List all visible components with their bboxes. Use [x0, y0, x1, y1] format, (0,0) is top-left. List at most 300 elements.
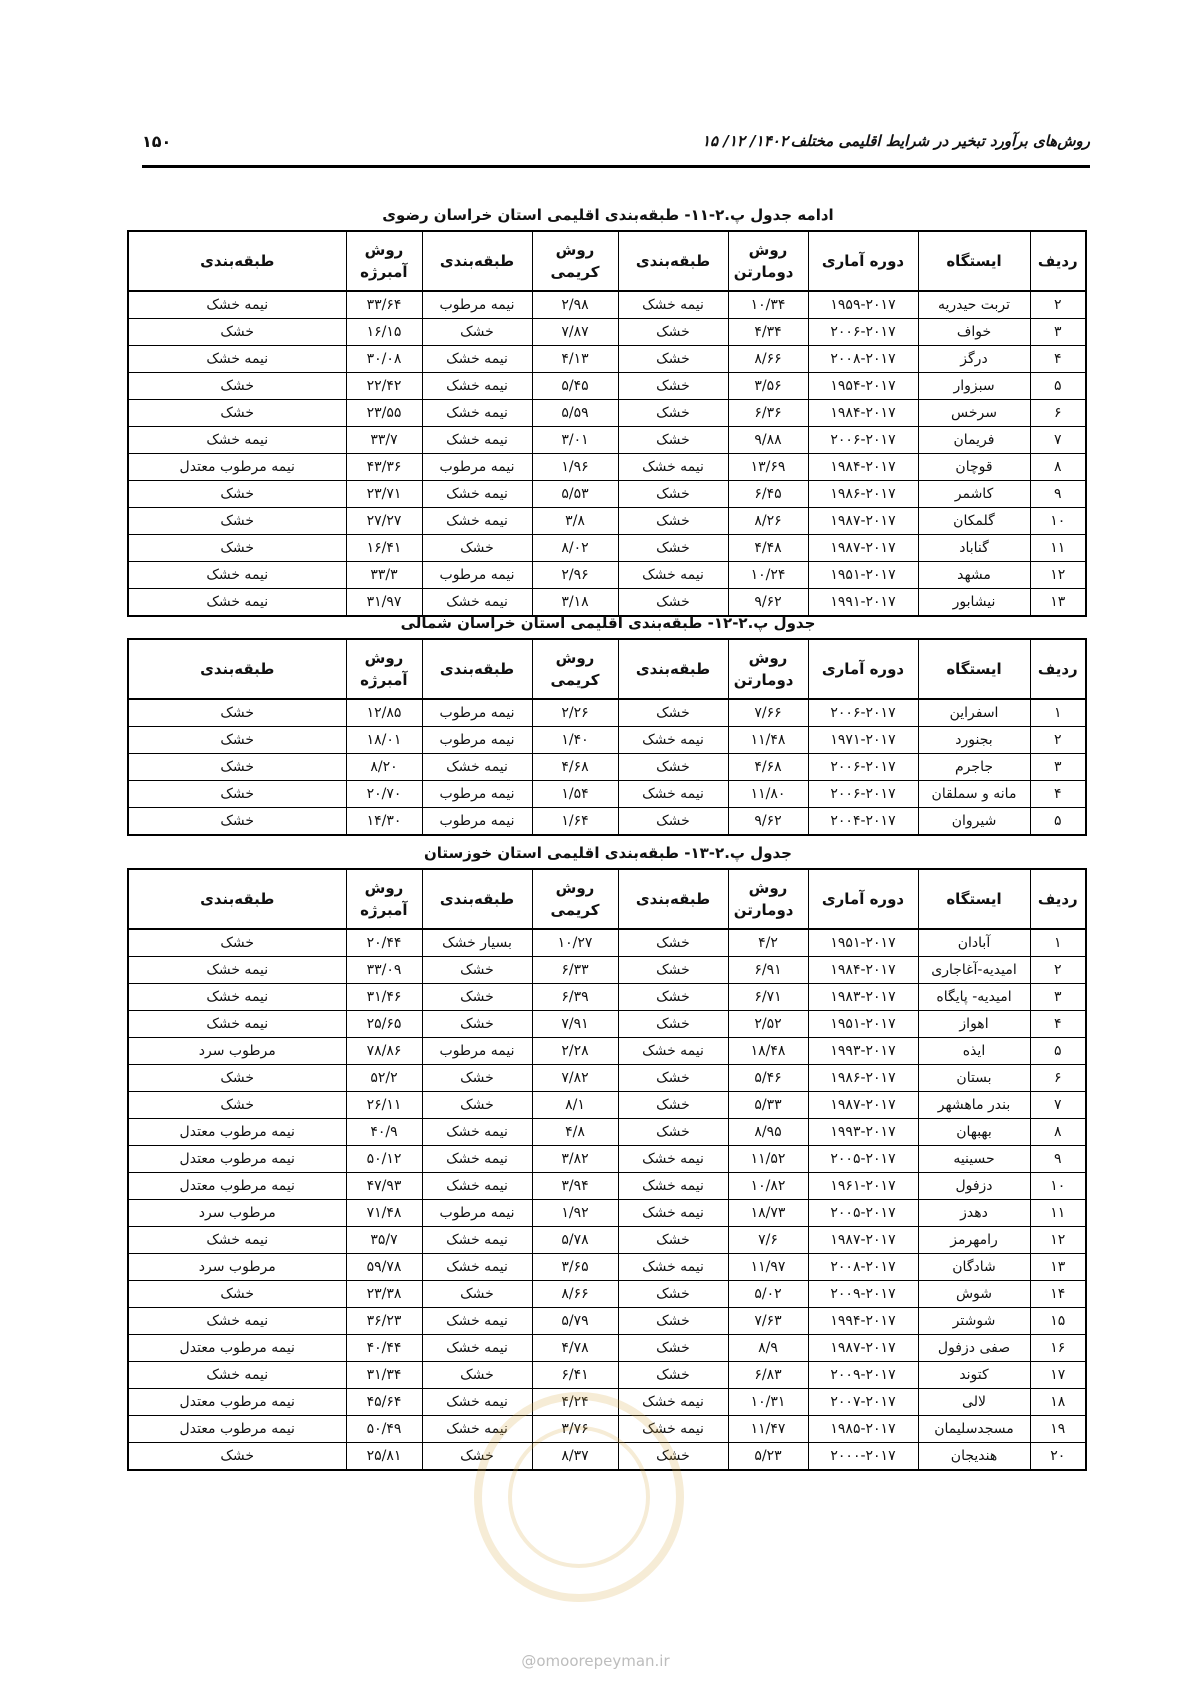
table-cell: نیمه مرطوب [422, 1038, 532, 1065]
table-cell: خشک [422, 1065, 532, 1092]
header-rule [142, 165, 1090, 168]
table-cell: سرخس [918, 400, 1030, 427]
table-cell: ۶/۳۹ [532, 984, 618, 1011]
table-row [128, 808, 1086, 836]
table-cell: نیمه خشک [422, 1416, 532, 1443]
table-cell: ۱۰/۲۷ [532, 929, 618, 957]
table-cell: نیمه خشک [422, 754, 532, 781]
table-cell: نیمه خشک [618, 454, 728, 481]
table-cell: ۱۲/۸۵ [346, 699, 422, 727]
table-cell: خشک [618, 535, 728, 562]
table-cell: نیمه خشک [128, 984, 346, 1011]
table-cell: نیمه خشک [422, 481, 532, 508]
table-cell: ۵/۰۲ [728, 1281, 808, 1308]
table-cell: نیمه مرطوب معتدل [128, 1146, 346, 1173]
table-cell: ۲۰۰۰-۲۰۱۷ [808, 1443, 918, 1471]
column-header: دوره آماری [808, 869, 918, 929]
table-cell: ۲۵/۶۵ [346, 1011, 422, 1038]
table-cell: نیمه خشک [422, 427, 532, 454]
table-cell: ۳/۵۶ [728, 373, 808, 400]
table-cell: نیمه خشک [618, 291, 728, 319]
table-cell: ۳/۷۶ [532, 1416, 618, 1443]
table-cell: ۵/۲۳ [728, 1443, 808, 1471]
table-row [128, 1038, 1086, 1065]
table-cell: ۶ [1030, 1065, 1086, 1092]
table-header-row [128, 639, 1086, 699]
table-cell: ۲۰۰۶-۲۰۱۷ [808, 699, 918, 727]
table-row [128, 1362, 1086, 1389]
table-cell: ۷۱/۴۸ [346, 1200, 422, 1227]
table-cell: ۳ [1030, 984, 1086, 1011]
column-header: دوره آماری [808, 231, 918, 291]
table-cell: خشک [618, 346, 728, 373]
table-cell: ۳ [1030, 319, 1086, 346]
table-cell: ۸/۰۲ [532, 535, 618, 562]
table-cell: ۵/۵۹ [532, 400, 618, 427]
table-cell: ۸/۲۰ [346, 754, 422, 781]
table-cell: ۱۱/۴۸ [728, 727, 808, 754]
table-cell: ۴/۲ [728, 929, 808, 957]
table-row [128, 535, 1086, 562]
table-cell: خشک [422, 1281, 532, 1308]
column-header: روش آمبرژه [346, 869, 422, 929]
table-cell: نیمه مرطوب [422, 454, 532, 481]
column-header: ایستگاه [918, 231, 1030, 291]
page-header [142, 128, 1090, 164]
table-cell: ۱۸ [1030, 1389, 1086, 1416]
table-cell: ۵ [1030, 1038, 1086, 1065]
table-cell: ۴ [1030, 781, 1086, 808]
table-row [128, 481, 1086, 508]
table-cell: ۶/۴۱ [532, 1362, 618, 1389]
table-cell: نیمه خشک [422, 1335, 532, 1362]
table-cell: ۷ [1030, 1092, 1086, 1119]
table-cell: ۵ [1030, 808, 1086, 836]
table-cell: مرطوب سرد [128, 1200, 346, 1227]
table-cell: ۱۹۸۶-۲۰۱۷ [808, 1065, 918, 1092]
table-cell: ۱۱ [1030, 535, 1086, 562]
column-header: طبقه‌بندی [618, 869, 728, 929]
table-cell: ۱۳/۶۹ [728, 454, 808, 481]
table-cell: ۶/۳۶ [728, 400, 808, 427]
table-cell: ۳۳/۳ [346, 562, 422, 589]
table-cell: اهواز [918, 1011, 1030, 1038]
table-cell: ۱۹۵۱-۲۰۱۷ [808, 562, 918, 589]
table-cell: ۲۲/۴۲ [346, 373, 422, 400]
table-cell: بجنورد [918, 727, 1030, 754]
table-cell: ۱۹۸۴-۲۰۱۷ [808, 957, 918, 984]
table-cell: ۷/۶۳ [728, 1308, 808, 1335]
column-header: طبقه‌بندی [422, 639, 532, 699]
table-cell: ۲۰/۷۰ [346, 781, 422, 808]
table-cell: نیمه خشک [422, 1146, 532, 1173]
table-row [128, 1119, 1086, 1146]
table-cell: فریمان [918, 427, 1030, 454]
table-cell: خشک [618, 754, 728, 781]
table-cell: خشک [128, 373, 346, 400]
table-cell: خشک [422, 1443, 532, 1471]
table-cell: ۳/۰۱ [532, 427, 618, 454]
table-cell: ۸/۹۵ [728, 1119, 808, 1146]
table-cell: شیروان [918, 808, 1030, 836]
table-cell: گناباد [918, 535, 1030, 562]
table-cell: بندر ماهشهر [918, 1092, 1030, 1119]
table-cell: خشک [618, 699, 728, 727]
table-cell: نیمه مرطوب معتدل [128, 1119, 346, 1146]
table-row [128, 929, 1086, 957]
column-header: طبقه‌بندی [128, 869, 346, 929]
table-cell: صفی دزفول [918, 1335, 1030, 1362]
table-cell: ۸/۱ [532, 1092, 618, 1119]
table-cell: ۲/۹۸ [532, 291, 618, 319]
table-row [128, 454, 1086, 481]
table-cell: نیمه مرطوب معتدل [128, 1416, 346, 1443]
table-cell: ۹ [1030, 481, 1086, 508]
column-header: روش کریمی [532, 639, 618, 699]
table-row [128, 1416, 1086, 1443]
table-cell: نیمه خشک [618, 1146, 728, 1173]
table-cell: ایذه [918, 1038, 1030, 1065]
table-cell: نیمه خشک [422, 508, 532, 535]
table-row [128, 727, 1086, 754]
table-cell: ۳ [1030, 754, 1086, 781]
table-cell: ۱۹۸۳-۲۰۱۷ [808, 984, 918, 1011]
table-cell: ۲۶/۱۱ [346, 1092, 422, 1119]
table-cell: ۴۵/۶۴ [346, 1389, 422, 1416]
table-row [128, 427, 1086, 454]
table-row [128, 1065, 1086, 1092]
table-cell: ۳۱/۹۷ [346, 589, 422, 617]
table-cell: ۲۰۰۴-۲۰۱۷ [808, 808, 918, 836]
table-cell: ۵/۷۸ [532, 1227, 618, 1254]
table-cell: ۴/۲۴ [532, 1389, 618, 1416]
table-cell: ۱/۴۰ [532, 727, 618, 754]
table-header-row [128, 231, 1086, 291]
table-cell: ۱۱/۸۰ [728, 781, 808, 808]
table-cell: ۱۹۸۷-۲۰۱۷ [808, 1092, 918, 1119]
climate-table [127, 230, 1087, 617]
table-cell: ۱۱ [1030, 1200, 1086, 1227]
table-cell: ۲۰/۴۴ [346, 929, 422, 957]
table-cell: ۱۴ [1030, 1281, 1086, 1308]
table-cell: نیمه مرطوب [422, 727, 532, 754]
table-cell: خشک [618, 400, 728, 427]
table-cell: ۲۳/۷۱ [346, 481, 422, 508]
table-cell: ۲/۵۲ [728, 1011, 808, 1038]
table-row [128, 346, 1086, 373]
table-cell: خشک [618, 1065, 728, 1092]
table-cell: ۱۹۸۷-۲۰۱۷ [808, 508, 918, 535]
table-cell: نیمه خشک [618, 1173, 728, 1200]
table-cell: نیمه خشک [618, 781, 728, 808]
table-cell: ۲/۲۶ [532, 699, 618, 727]
table-cell: ۷/۹۱ [532, 1011, 618, 1038]
table-cell: ۴۰/۹ [346, 1119, 422, 1146]
table-cell: ۶/۹۱ [728, 957, 808, 984]
table-cell: خشک [128, 1281, 346, 1308]
column-header: روش کریمی [532, 231, 618, 291]
table-cell: خشک [422, 957, 532, 984]
table-cell: ۱۸/۷۳ [728, 1200, 808, 1227]
table-row [128, 319, 1086, 346]
table-cell: ۱۸/۰۱ [346, 727, 422, 754]
table-cell: ۸ [1030, 1119, 1086, 1146]
table-cell: ۵/۴۵ [532, 373, 618, 400]
table-cell: خشک [128, 319, 346, 346]
table-cell: خشک [618, 1092, 728, 1119]
table-cell: ۲۰۰۸-۲۰۱۷ [808, 346, 918, 373]
table-row [128, 1281, 1086, 1308]
table-cell: ۱/۶۴ [532, 808, 618, 836]
table-row [128, 957, 1086, 984]
table-cell: نیمه خشک [618, 562, 728, 589]
table-cell: ۷۸/۸۶ [346, 1038, 422, 1065]
table-cell: ۷/۸۲ [532, 1065, 618, 1092]
table-cell: ۹/۶۲ [728, 589, 808, 617]
table-cell: خشک [618, 1308, 728, 1335]
table-cell: ۱۹ [1030, 1416, 1086, 1443]
column-header: طبقه‌بندی [128, 231, 346, 291]
table-cell: اسفراین [918, 699, 1030, 727]
table-cell: رامهرمز [918, 1227, 1030, 1254]
table-cell: ۲۰۰۹-۲۰۱۷ [808, 1281, 918, 1308]
table-cell: بهبهان [918, 1119, 1030, 1146]
table-cell: ۸/۳۷ [532, 1443, 618, 1471]
table-cell: مسجدسلیمان [918, 1416, 1030, 1443]
table-cell: ۸/۹ [728, 1335, 808, 1362]
table-cell: ۳۶/۲۳ [346, 1308, 422, 1335]
table-cell: نیمه مرطوب [422, 781, 532, 808]
table-cell: ۲۰۰۶-۲۰۱۷ [808, 754, 918, 781]
table-cell: ۴/۳۴ [728, 319, 808, 346]
table-section-north-khorasan [129, 612, 1087, 836]
table-cell: نیمه خشک [422, 1119, 532, 1146]
column-header: روش دومارتن [728, 639, 808, 699]
table-cell: نیمه خشک [422, 346, 532, 373]
table-cell: خشک [618, 1227, 728, 1254]
table-cell: ۷/۸۷ [532, 319, 618, 346]
table-cell: خشک [128, 699, 346, 727]
table-cell: نیمه مرطوب [422, 699, 532, 727]
table-row [128, 291, 1086, 319]
table-cell: ۵/۳۳ [728, 1092, 808, 1119]
column-header: ایستگاه [918, 639, 1030, 699]
table-cell: ۳۳/۰۹ [346, 957, 422, 984]
table-cell: خشک [618, 508, 728, 535]
table-cell: ۶ [1030, 400, 1086, 427]
table-cell: خشک [618, 1011, 728, 1038]
table-cell: ۱/۹۲ [532, 1200, 618, 1227]
table-row [128, 1335, 1086, 1362]
table-cell: ۱۰/۳۱ [728, 1389, 808, 1416]
table-cell: ۳/۱۸ [532, 589, 618, 617]
table-cell: ۱۹۸۴-۲۰۱۷ [808, 400, 918, 427]
table-cell: ۱۹۹۳-۲۰۱۷ [808, 1119, 918, 1146]
table-cell: کتوند [918, 1362, 1030, 1389]
table-cell: درگز [918, 346, 1030, 373]
table-cell: ۲۰۰۷-۲۰۱۷ [808, 1389, 918, 1416]
table-cell: خشک [618, 808, 728, 836]
table-row [128, 1443, 1086, 1471]
table-cell: خشک [128, 727, 346, 754]
table-cell: نیمه مرطوب معتدل [128, 1389, 346, 1416]
table-cell: خشک [128, 1092, 346, 1119]
column-header: ردیف [1030, 869, 1086, 929]
table-row [128, 1146, 1086, 1173]
table-cell: ۳۳/۷ [346, 427, 422, 454]
table-cell: ۴/۷۸ [532, 1335, 618, 1362]
table-cell: ۱۹۸۷-۲۰۱۷ [808, 1227, 918, 1254]
table-cell: ۱۶/۴۱ [346, 535, 422, 562]
table-cell: خشک [618, 481, 728, 508]
table-cell: کاشمر [918, 481, 1030, 508]
table-cell: ۹/۸۸ [728, 427, 808, 454]
table-cell: نیمه خشک [128, 291, 346, 319]
table-cell: نیمه مرطوب [422, 562, 532, 589]
column-header: روش دومارتن [728, 231, 808, 291]
table-cell: ۸/۶۶ [728, 346, 808, 373]
table-cell: خشک [618, 373, 728, 400]
table-row [128, 754, 1086, 781]
page-date: ۱۴۰۲/ ۱۲/ ۱۵ [702, 132, 788, 150]
table-cell: ۷/۶ [728, 1227, 808, 1254]
column-header: روش کریمی [532, 869, 618, 929]
table-cell: نیمه مرطوب [422, 291, 532, 319]
table-cell: مانه و سملقان [918, 781, 1030, 808]
table-cell: ۳۵/۷ [346, 1227, 422, 1254]
table-cell: خشک [422, 1092, 532, 1119]
table-row [128, 1308, 1086, 1335]
table-cell: ۶/۴۵ [728, 481, 808, 508]
table-cell: ۱۹۵۱-۲۰۱۷ [808, 929, 918, 957]
table-cell: ۴/۶۸ [728, 754, 808, 781]
column-header: دوره آماری [808, 639, 918, 699]
table-cell: نیمه مرطوب معتدل [128, 454, 346, 481]
table-cell: نیمه خشک [422, 1227, 532, 1254]
table-cell: خشک [128, 808, 346, 836]
table-cell: ۱۰ [1030, 1173, 1086, 1200]
table-cell: نیمه خشک [422, 373, 532, 400]
table-row [128, 781, 1086, 808]
table-row [128, 1389, 1086, 1416]
table-cell: ۱۰/۳۴ [728, 291, 808, 319]
table-cell: ۶/۷۱ [728, 984, 808, 1011]
table-cell: نیمه خشک [128, 1011, 346, 1038]
table-cell: ۵/۵۳ [532, 481, 618, 508]
table-cell: ۱۲ [1030, 1227, 1086, 1254]
page-number: ۱۵۰ [142, 132, 172, 151]
table-row [128, 699, 1086, 727]
table-cell: ۱۹۵۱-۲۰۱۷ [808, 1011, 918, 1038]
column-header: طبقه‌بندی [618, 231, 728, 291]
table-cell: ۵۰/۴۹ [346, 1416, 422, 1443]
table-cell: خواف [918, 319, 1030, 346]
table-cell: ۶/۸۳ [728, 1362, 808, 1389]
table-cell: تربت حیدریه [918, 291, 1030, 319]
table-cell: ۵۲/۲ [346, 1065, 422, 1092]
table-cell: ۳/۸۲ [532, 1146, 618, 1173]
table-cell: نیمه خشک [422, 1308, 532, 1335]
table-cell: مرطوب سرد [128, 1038, 346, 1065]
table-cell: شادگان [918, 1254, 1030, 1281]
table-row [128, 373, 1086, 400]
table-cell: ۱۹۸۴-۲۰۱۷ [808, 454, 918, 481]
table-cell: ۳/۸ [532, 508, 618, 535]
table-row [128, 562, 1086, 589]
table-row [128, 1227, 1086, 1254]
table-cell: نیمه خشک [422, 589, 532, 617]
table-cell: نیمه خشک [618, 1389, 728, 1416]
table-cell: ۲۳/۵۵ [346, 400, 422, 427]
table-cell: نیشابور [918, 589, 1030, 617]
table-cell: ۴/۶۸ [532, 754, 618, 781]
table-cell: خشک [618, 957, 728, 984]
table-cell: خشک [422, 319, 532, 346]
table-cell: ۱/۵۴ [532, 781, 618, 808]
table-cell: نیمه مرطوب معتدل [128, 1173, 346, 1200]
table-cell: خشک [128, 929, 346, 957]
table-cell: نیمه خشک [618, 727, 728, 754]
table-cell: امیدیه- پایگاه [918, 984, 1030, 1011]
table-cell: ۲۰۰۶-۲۰۱۷ [808, 319, 918, 346]
table-cell: ۲۳/۳۸ [346, 1281, 422, 1308]
table-cell: ۸/۶۶ [532, 1281, 618, 1308]
table-cell: ۴۷/۹۳ [346, 1173, 422, 1200]
table-cell: ۳/۶۵ [532, 1254, 618, 1281]
table-caption: جدول پ.۲-۱۲- طبقه‌بندی اقلیمی استان خراسان شمالی [400, 614, 816, 632]
table-cell: ۱ [1030, 699, 1086, 727]
table-section-khorasan-razavi [129, 204, 1087, 617]
table-cell: ۷/۶۶ [728, 699, 808, 727]
table-caption: جدول پ.۲-۱۳- طبقه‌بندی اقلیمی استان خوزستان [424, 844, 792, 862]
table-cell: ۸/۲۶ [728, 508, 808, 535]
table-row [128, 1173, 1086, 1200]
column-header: ردیف [1030, 639, 1086, 699]
table-cell: ۴/۴۸ [728, 535, 808, 562]
running-title: روش‌های برآورد تبخیر در شرایط اقلیمی مختلف [790, 132, 1090, 150]
table-row [128, 1092, 1086, 1119]
table-cell: ۱۶/۱۵ [346, 319, 422, 346]
table-cell: ۴۳/۳۶ [346, 454, 422, 481]
table-cell: ۱۰/۲۴ [728, 562, 808, 589]
table-cell: نیمه خشک [422, 400, 532, 427]
table-cell: ۲ [1030, 957, 1086, 984]
table-cell: ۱۵ [1030, 1308, 1086, 1335]
table-cell: ۲ [1030, 291, 1086, 319]
table-cell: گلمکان [918, 508, 1030, 535]
table-cell: ۲/۲۸ [532, 1038, 618, 1065]
table-cell: نیمه خشک [128, 589, 346, 617]
table-cell: خشک [128, 400, 346, 427]
table-cell: ۵/۴۶ [728, 1065, 808, 1092]
table-cell: ۴ [1030, 346, 1086, 373]
table-cell: ۱/۹۶ [532, 454, 618, 481]
table-cell: ۱۸/۴۸ [728, 1038, 808, 1065]
column-header: طبقه‌بندی [618, 639, 728, 699]
table-cell: خشک [618, 1119, 728, 1146]
table-cell: خشک [618, 929, 728, 957]
table-cell: دهدز [918, 1200, 1030, 1227]
table-cell: ۲۰۰۸-۲۰۱۷ [808, 1254, 918, 1281]
table-cell: ۲۵/۸۱ [346, 1443, 422, 1471]
table-cell: نیمه خشک [128, 562, 346, 589]
table-cell: نیمه خشک [618, 1254, 728, 1281]
table-cell: ۴ [1030, 1011, 1086, 1038]
table-cell: ۱۹۸۷-۲۰۱۷ [808, 535, 918, 562]
table-cell: نیمه خشک [128, 427, 346, 454]
table-cell: نیمه خشک [422, 1173, 532, 1200]
table-cell: ۲۰۰۶-۲۰۱۷ [808, 781, 918, 808]
